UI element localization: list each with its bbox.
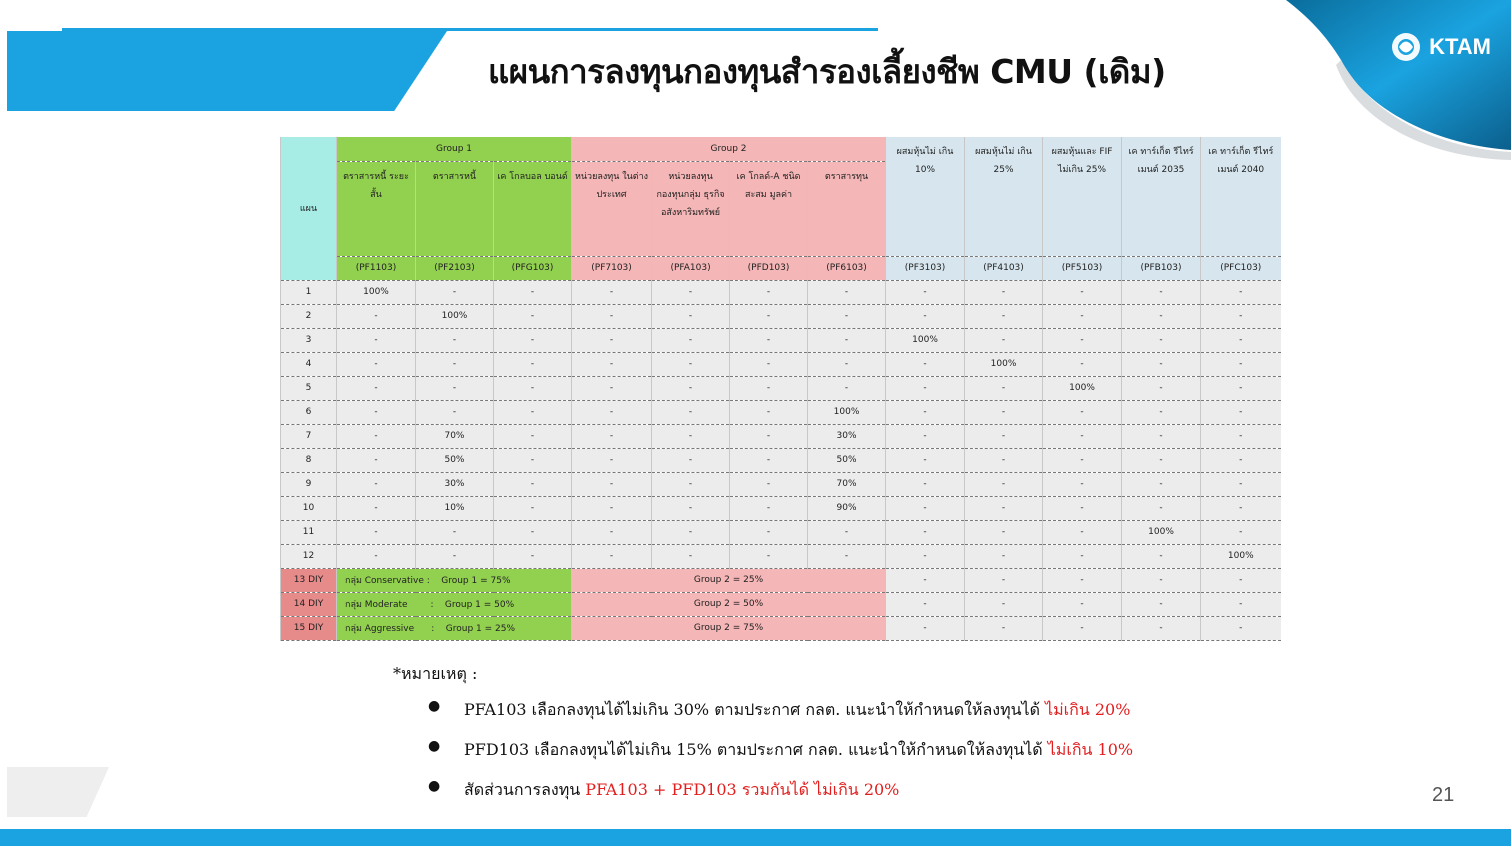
allocation-cell: -: [572, 328, 652, 352]
allocation-cell: -: [886, 352, 965, 376]
plan-number-cell: 6: [281, 400, 337, 424]
allocation-cell: -: [808, 280, 886, 304]
allocation-cell: -: [1201, 592, 1281, 616]
allocation-cell: -: [652, 448, 730, 472]
diy-group2-cell: Group 2 = 75%: [572, 616, 886, 640]
allocation-cell: -: [730, 496, 808, 520]
plan-number-cell: 11: [281, 520, 337, 544]
diy-group1-cell: กลุ่ม Moderate : Group 1 = 50%: [337, 592, 572, 616]
allocation-cell: -: [730, 328, 808, 352]
table-row: [281, 544, 1281, 568]
allocation-cell: -: [494, 544, 572, 568]
allocation-cell: -: [652, 376, 730, 400]
allocation-cell: -: [730, 352, 808, 376]
allocation-cell: -: [337, 328, 416, 352]
allocation-cell: -: [730, 448, 808, 472]
allocation-cell: -: [965, 496, 1043, 520]
group1-header: Group 1: [337, 137, 572, 161]
allocation-cell: 30%: [416, 472, 494, 496]
fund-name-header: เค โกลบอล บอนด์: [494, 161, 572, 256]
allocation-cell: -: [572, 520, 652, 544]
allocation-cell: -: [572, 280, 652, 304]
allocation-cell: -: [886, 448, 965, 472]
allocation-cell: -: [337, 424, 416, 448]
diy-rows: [281, 568, 1281, 640]
allocation-cell: 100%: [416, 304, 494, 328]
allocation-cell: -: [337, 304, 416, 328]
allocation-cell: 10%: [416, 496, 494, 520]
allocation-cell: -: [886, 592, 965, 616]
diy-row: [281, 616, 1281, 640]
allocation-cell: -: [572, 496, 652, 520]
allocation-cell: -: [1043, 496, 1122, 520]
plan-number-cell: 2: [281, 304, 337, 328]
allocation-cell: -: [1122, 616, 1201, 640]
allocation-cell: 30%: [808, 424, 886, 448]
allocation-cell: -: [965, 376, 1043, 400]
plan-number-cell: 12: [281, 544, 337, 568]
note-item: [428, 698, 1133, 738]
allocation-cell: -: [886, 424, 965, 448]
allocation-cell: -: [494, 376, 572, 400]
allocation-cell: -: [1201, 304, 1281, 328]
plan-number-cell: 14 DIY: [281, 592, 337, 616]
fund-name-header: ผสมหุ้นไม่ เกิน 10%: [886, 137, 965, 256]
allocation-cell: -: [572, 400, 652, 424]
allocation-cell: -: [965, 424, 1043, 448]
fund-name-header: ตราสารหนี้ ระยะสั้น: [337, 161, 416, 256]
allocation-cell: -: [1201, 520, 1281, 544]
allocation-cell: -: [965, 328, 1043, 352]
allocation-cell: -: [1043, 304, 1122, 328]
diy-row: [281, 592, 1281, 616]
allocation-cell: -: [494, 352, 572, 376]
allocation-cell: -: [494, 304, 572, 328]
fund-name-header: หน่วยลงทุน กองทุนกลุ่ม ธุรกิจ อสังหาริมทรัพย์: [652, 161, 730, 256]
allocation-cell: 50%: [416, 448, 494, 472]
allocation-cell: -: [416, 280, 494, 304]
allocation-cell: -: [494, 400, 572, 424]
table-row: [281, 400, 1281, 424]
allocation-cell: -: [652, 472, 730, 496]
allocation-cell: -: [1043, 568, 1122, 592]
plan-number-cell: 7: [281, 424, 337, 448]
allocation-cell: -: [1043, 328, 1122, 352]
allocation-cell: -: [965, 520, 1043, 544]
allocation-cell: -: [1122, 544, 1201, 568]
allocation-cell: 100%: [886, 328, 965, 352]
allocation-cell: -: [1122, 304, 1201, 328]
allocation-cell: -: [730, 472, 808, 496]
allocation-cell: -: [337, 496, 416, 520]
plan-number-cell: 8: [281, 448, 337, 472]
fund-name-header: ผสมหุ้นและ FIF ไม่เกิน 25%: [1043, 137, 1122, 256]
allocation-cell: -: [1201, 280, 1281, 304]
fund-name-header: ผสมหุ้นไม่ เกิน 25%: [965, 137, 1043, 256]
allocation-cell: -: [965, 448, 1043, 472]
table-row: [281, 376, 1281, 400]
header-accent-line: [62, 28, 878, 31]
allocation-cell: -: [652, 280, 730, 304]
fund-name-header: เค ทาร์เก็ต รีไทร์เมนต์ 2035: [1122, 137, 1201, 256]
allocation-cell: -: [572, 544, 652, 568]
allocation-cell: -: [808, 304, 886, 328]
allocation-cell: -: [1043, 400, 1122, 424]
plan-number-cell: 1: [281, 280, 337, 304]
diy-group2-cell: Group 2 = 50%: [572, 592, 886, 616]
allocation-cell: -: [652, 304, 730, 328]
allocation-cell: -: [1043, 424, 1122, 448]
allocation-cell: 100%: [808, 400, 886, 424]
fund-name-header: เค ทาร์เก็ต รีไทร์เมนต์ 2040: [1201, 137, 1281, 256]
table-row: [281, 328, 1281, 352]
allocation-cell: -: [886, 568, 965, 592]
allocation-cell: -: [652, 352, 730, 376]
logo-text: KTAM: [1429, 34, 1491, 59]
allocation-cell: -: [1043, 280, 1122, 304]
notes-list: [428, 698, 1133, 818]
allocation-cell: -: [808, 376, 886, 400]
allocation-cell: -: [494, 280, 572, 304]
allocation-cell: -: [652, 328, 730, 352]
allocation-cell: -: [337, 448, 416, 472]
bullet-icon: ●: [428, 738, 441, 754]
allocation-cell: -: [572, 424, 652, 448]
allocation-cell: -: [416, 376, 494, 400]
allocation-cell: 100%: [337, 280, 416, 304]
allocation-cell: -: [886, 280, 965, 304]
allocation-cell: -: [1122, 424, 1201, 448]
allocation-cell: -: [1122, 592, 1201, 616]
allocation-cell: -: [572, 304, 652, 328]
fund-name-header: ตราสารหนี้: [416, 161, 494, 256]
allocation-cell: 100%: [965, 352, 1043, 376]
allocation-cell: -: [337, 544, 416, 568]
allocation-cell: 100%: [1043, 376, 1122, 400]
allocation-cell: -: [652, 496, 730, 520]
note-text: PFA103 เลือกลงทุนได้ไม่เกิน 30% ตามประกาศ กลต. แนะนำให้กำหนดให้ลงทุนได้ ไม่เกิน 20%: [464, 700, 1131, 719]
fund-code-header: (PFG103): [494, 256, 572, 280]
diy-group2-cell: Group 2 = 25%: [572, 568, 886, 592]
diy-group1-cell: กลุ่ม Aggressive : Group 1 = 25%: [337, 616, 572, 640]
fund-code-header: (PFC103): [1201, 256, 1281, 280]
allocation-cell: -: [965, 592, 1043, 616]
allocation-cell: -: [1201, 376, 1281, 400]
allocation-cell: -: [337, 520, 416, 544]
allocation-cell: -: [416, 544, 494, 568]
footer-corner-shape: [7, 767, 109, 817]
allocation-cell: -: [730, 400, 808, 424]
notes-heading: *หมายเหตุ :: [393, 664, 478, 683]
allocation-cell: -: [572, 376, 652, 400]
allocation-cell: -: [730, 280, 808, 304]
allocation-cell: -: [572, 448, 652, 472]
fund-code-header: (PF3103): [886, 256, 965, 280]
allocation-cell: -: [652, 400, 730, 424]
allocation-cell: -: [337, 472, 416, 496]
allocation-cell: -: [965, 280, 1043, 304]
note-item: [428, 778, 1133, 818]
table-row: [281, 472, 1281, 496]
allocation-cell: -: [416, 400, 494, 424]
allocation-cell: -: [1201, 328, 1281, 352]
allocation-cell: -: [1043, 544, 1122, 568]
fund-code-header: (PFB103): [1122, 256, 1201, 280]
allocation-cell: -: [730, 376, 808, 400]
allocation-cell: -: [808, 352, 886, 376]
fund-code-header: (PF2103): [416, 256, 494, 280]
allocation-cell: -: [886, 400, 965, 424]
plan-number-cell: 15 DIY: [281, 616, 337, 640]
allocation-cell: -: [1201, 424, 1281, 448]
elephant-logo-icon: [1389, 30, 1423, 64]
plan-column-header: แผน: [281, 137, 337, 280]
allocation-cell: -: [494, 328, 572, 352]
table-row: [281, 352, 1281, 376]
fund-code-header: (PF1103): [337, 256, 416, 280]
investment-plan-table: [280, 137, 1281, 641]
plan-number-cell: 13 DIY: [281, 568, 337, 592]
diy-row: [281, 568, 1281, 592]
allocation-cell: -: [494, 520, 572, 544]
plan-rows: [281, 280, 1281, 568]
fund-name-header: ตราสารทุน: [808, 161, 886, 256]
allocation-cell: -: [965, 616, 1043, 640]
allocation-cell: -: [965, 400, 1043, 424]
allocation-cell: -: [494, 424, 572, 448]
allocation-cell: -: [965, 544, 1043, 568]
allocation-cell: -: [1043, 352, 1122, 376]
allocation-cell: -: [652, 424, 730, 448]
allocation-cell: -: [1201, 448, 1281, 472]
allocation-cell: -: [572, 352, 652, 376]
allocation-cell: -: [1201, 352, 1281, 376]
allocation-cell: -: [416, 328, 494, 352]
bullet-icon: ●: [428, 698, 441, 714]
allocation-cell: -: [1122, 472, 1201, 496]
allocation-cell: -: [808, 328, 886, 352]
allocation-cell: -: [652, 520, 730, 544]
allocation-cell: -: [886, 376, 965, 400]
allocation-cell: -: [1043, 616, 1122, 640]
allocation-cell: -: [730, 544, 808, 568]
allocation-cell: -: [337, 376, 416, 400]
table-row: [281, 520, 1281, 544]
allocation-cell: -: [1122, 352, 1201, 376]
allocation-cell: -: [652, 544, 730, 568]
allocation-cell: -: [1201, 568, 1281, 592]
fund-code-header: (PF7103): [572, 256, 652, 280]
allocation-cell: -: [965, 304, 1043, 328]
allocation-cell: -: [1201, 472, 1281, 496]
plan-number-cell: 4: [281, 352, 337, 376]
allocation-cell: -: [886, 304, 965, 328]
logo-corner-swoosh: [1286, 0, 1511, 160]
allocation-cell: -: [886, 496, 965, 520]
table-row: [281, 448, 1281, 472]
allocation-cell: -: [1043, 520, 1122, 544]
plan-number-cell: 3: [281, 328, 337, 352]
allocation-cell: 100%: [1201, 544, 1281, 568]
allocation-cell: -: [965, 568, 1043, 592]
fund-name-header: หน่วยลงทุน ในต่าง ประเทศ: [572, 161, 652, 256]
bullet-icon: ●: [428, 778, 441, 794]
allocation-cell: 50%: [808, 448, 886, 472]
allocation-cell: -: [886, 616, 965, 640]
allocation-cell: -: [808, 544, 886, 568]
fund-code-header: (PFD103): [730, 256, 808, 280]
allocation-cell: -: [886, 544, 965, 568]
diy-group1-cell: กลุ่ม Conservative : Group 1 = 75%: [337, 568, 572, 592]
allocation-cell: -: [337, 400, 416, 424]
allocation-cell: -: [572, 472, 652, 496]
allocation-cell: -: [886, 472, 965, 496]
allocation-cell: -: [1122, 376, 1201, 400]
allocation-cell: 100%: [1122, 520, 1201, 544]
header-band: [7, 31, 447, 111]
ktam-logo: [1389, 30, 1491, 64]
footer-band: [0, 829, 1511, 846]
allocation-cell: -: [1122, 448, 1201, 472]
allocation-cell: -: [494, 448, 572, 472]
allocation-cell: -: [416, 520, 494, 544]
plan-number-cell: 5: [281, 376, 337, 400]
note-item: [428, 738, 1133, 778]
allocation-cell: -: [1201, 496, 1281, 520]
note-text: สัดส่วนการลงทุน PFA103 + PFD103 รวมกันได้ ไม่เกิน 20%: [464, 780, 900, 799]
fund-name-header: เค โกลด์-A ชนิดสะสม มูลค่า: [730, 161, 808, 256]
allocation-cell: -: [730, 520, 808, 544]
plan-number-cell: 9: [281, 472, 337, 496]
allocation-cell: -: [1201, 400, 1281, 424]
allocation-cell: 70%: [808, 472, 886, 496]
allocation-cell: 70%: [416, 424, 494, 448]
allocation-cell: -: [494, 496, 572, 520]
allocation-cell: -: [1122, 328, 1201, 352]
fund-code-header: (PF4103): [965, 256, 1043, 280]
allocation-cell: -: [1043, 472, 1122, 496]
fund-code-header: (PF5103): [1043, 256, 1122, 280]
note-text: PFD103 เลือกลงทุนได้ไม่เกิน 15% ตามประกาศ กลต. แนะนำให้กำหนดให้ลงทุนได้ ไม่เกิน 10%: [464, 740, 1134, 759]
allocation-cell: -: [1201, 616, 1281, 640]
group2-header: Group 2: [572, 137, 886, 161]
allocation-cell: -: [1043, 448, 1122, 472]
allocation-cell: -: [416, 352, 494, 376]
allocation-cell: -: [1122, 496, 1201, 520]
page-title: แผนการลงทุนกองทุนสำรองเลี้ยงชีพ CMU (เดิม): [488, 52, 1166, 91]
allocation-cell: -: [965, 472, 1043, 496]
allocation-cell: -: [1122, 568, 1201, 592]
allocation-cell: -: [337, 352, 416, 376]
table-row: [281, 280, 1281, 304]
allocation-cell: -: [730, 424, 808, 448]
allocation-cell: 90%: [808, 496, 886, 520]
table-row: [281, 424, 1281, 448]
allocation-cell: -: [1122, 400, 1201, 424]
fund-code-header: (PF6103): [808, 256, 886, 280]
fund-code-header: (PFA103): [652, 256, 730, 280]
table-row: [281, 496, 1281, 520]
page-number: 21: [1432, 784, 1455, 806]
allocation-cell: -: [1122, 280, 1201, 304]
table-row: [281, 304, 1281, 328]
plan-number-cell: 10: [281, 496, 337, 520]
allocation-cell: -: [1043, 592, 1122, 616]
allocation-cell: -: [494, 472, 572, 496]
allocation-cell: -: [808, 520, 886, 544]
allocation-cell: -: [730, 304, 808, 328]
allocation-cell: -: [886, 520, 965, 544]
